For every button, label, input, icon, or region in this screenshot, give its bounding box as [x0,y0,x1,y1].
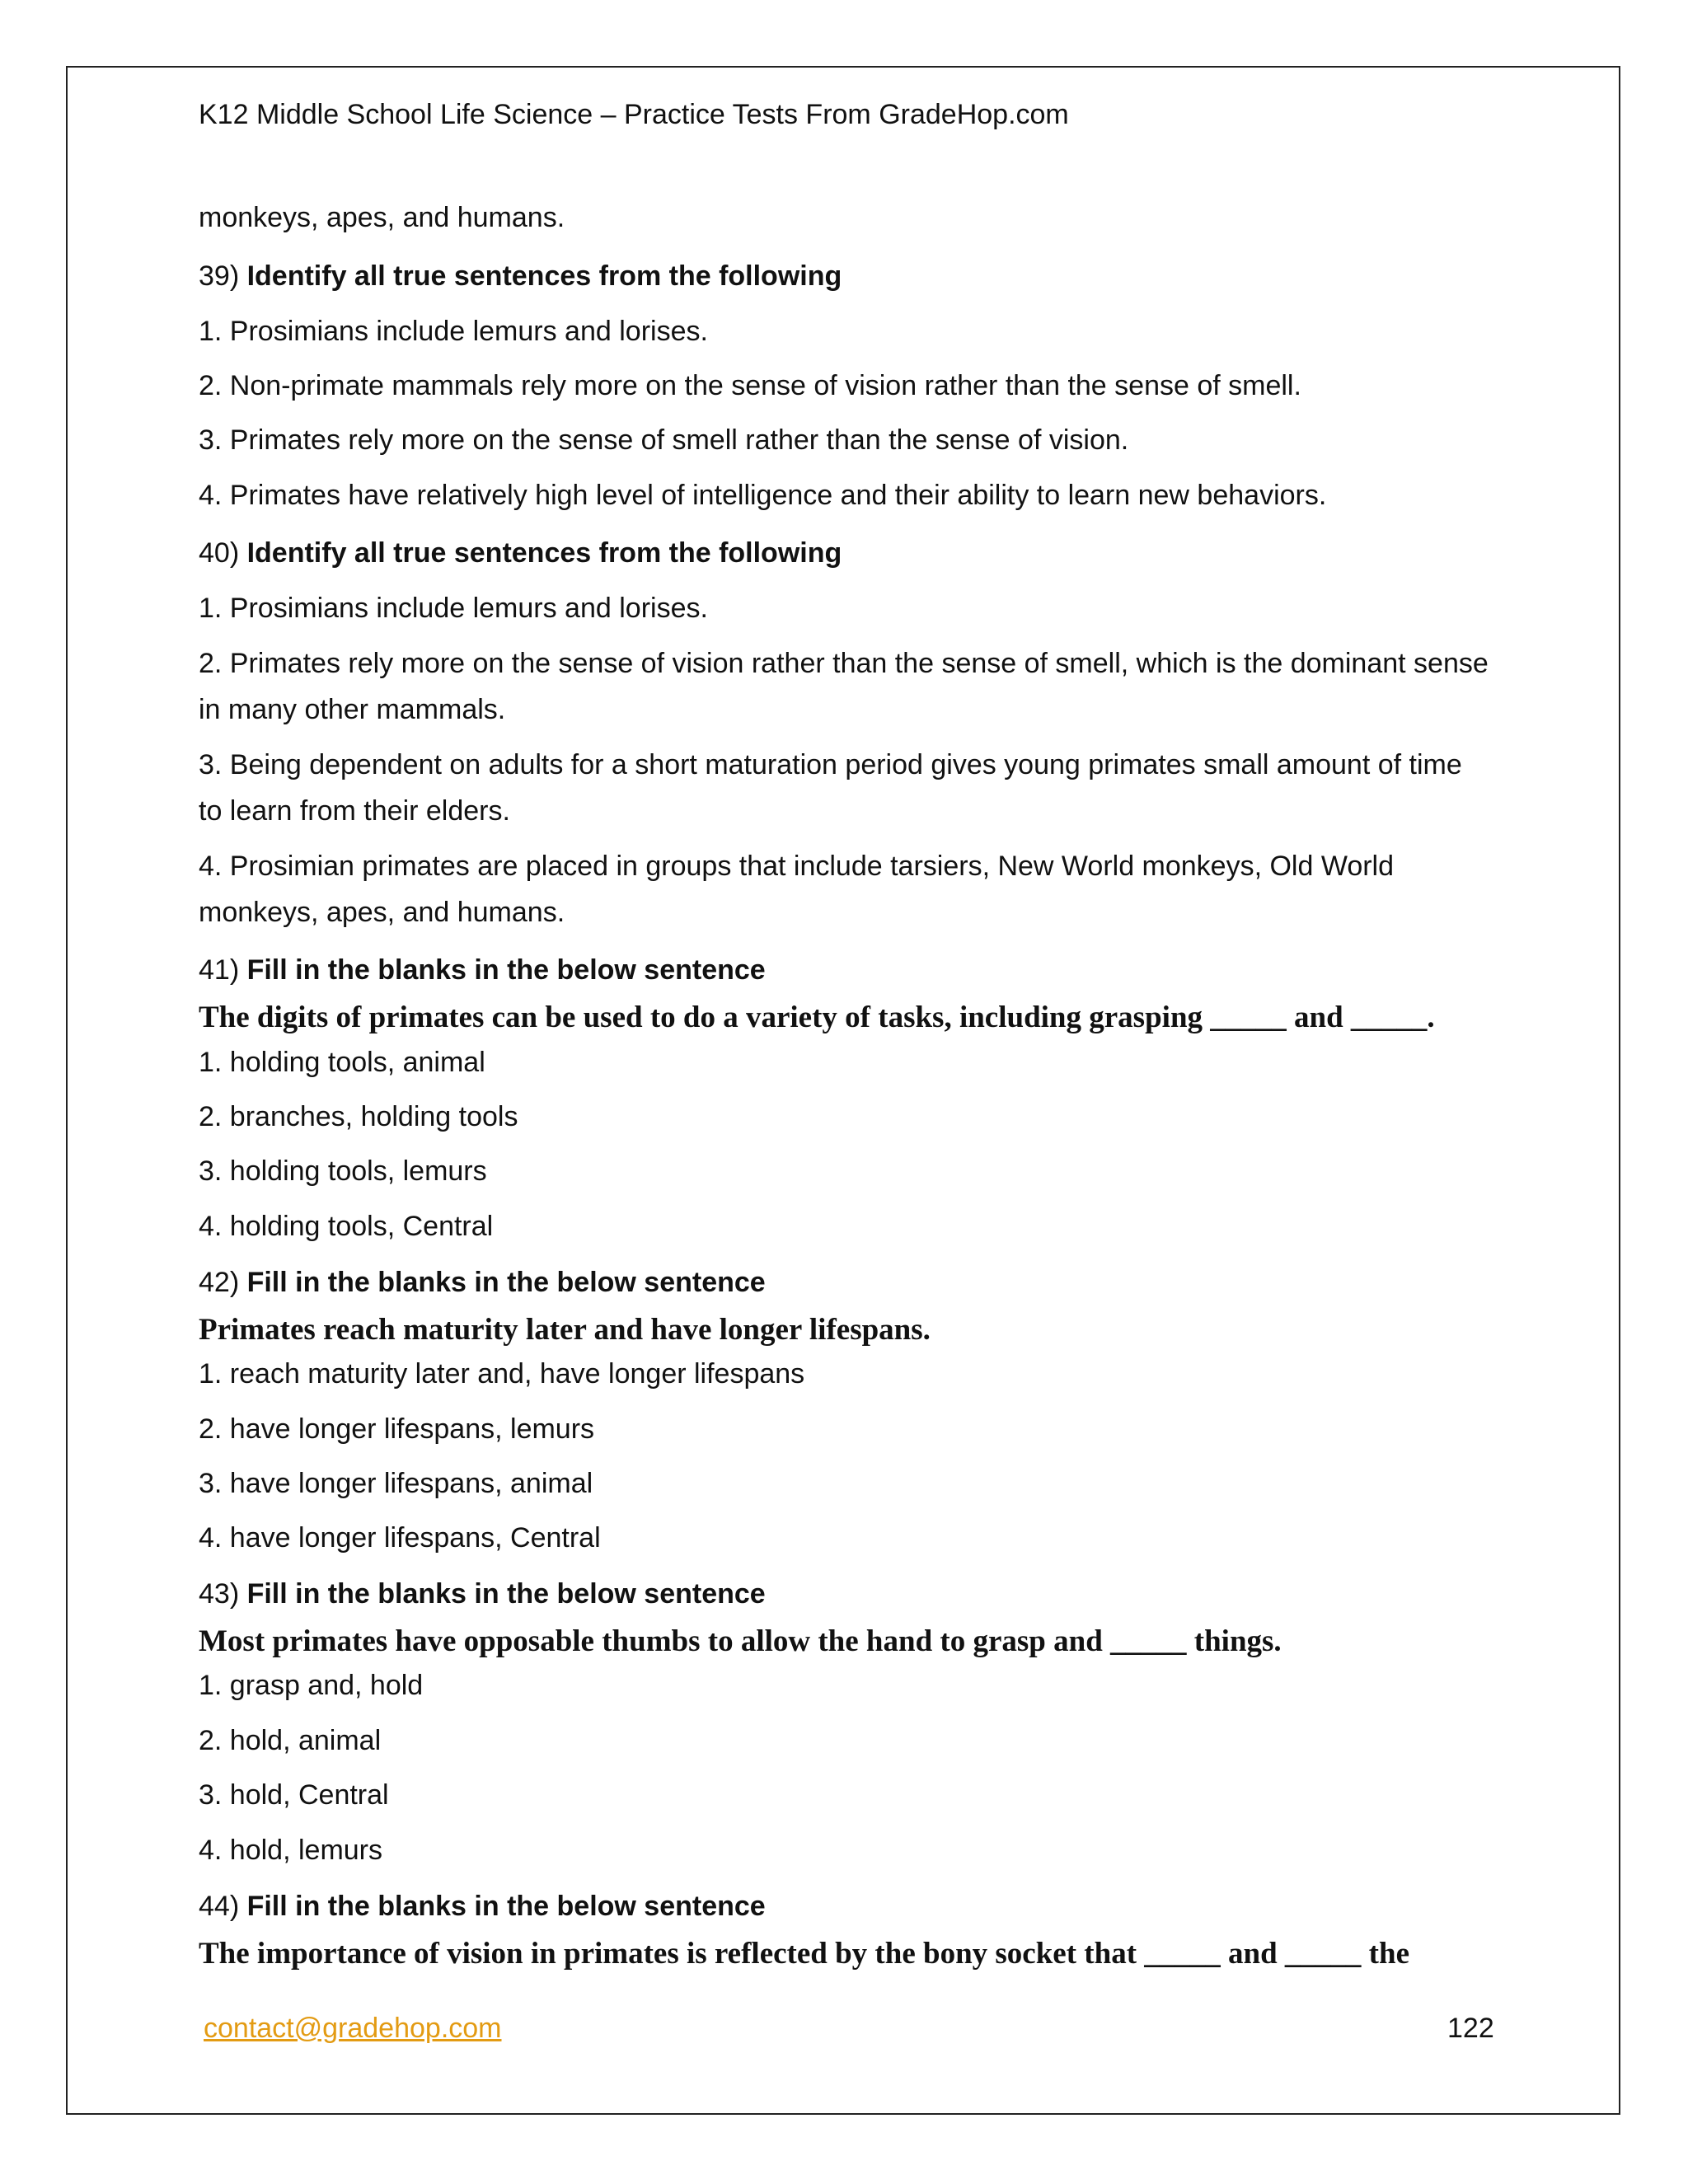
question-39-option-2: 2. Non-primate mammals rely more on the sense of vision rather than the sense of smell. [199,370,1301,401]
question-41-option-1: 1. holding tools, animal [199,1047,485,1078]
question-40-option-2-line-2: in many other mammals. [199,694,506,725]
question-43-header [199,1578,766,1610]
question-number: 40) [199,537,240,569]
question-40-option-3-line-1: 3. Being dependent on adults for a short maturation period gives young primates small amount of time [199,749,1462,780]
question-42-option-1: 1. reach maturity later and, have longer lifespans [199,1358,805,1390]
question-39-option-3: 3. Primates rely more on the sense of smell rather than the sense of vision. [199,424,1129,456]
question-42-header [199,1267,766,1299]
question-44-header [199,1891,766,1923]
question-40-option-2-line-1: 2. Primates rely more on the sense of vision rather than the sense of smell, which is the dominant sense [199,648,1489,679]
question-43-sentence: Most primates have opposable thumbs to allow the hand to grasp and _____ things. [199,1624,1282,1658]
page-header-title: K12 Middle School Life Science – Practice Tests From GradeHop.com [199,99,1069,130]
question-42-sentence: Primates reach maturity later and have longer lifespans. [199,1313,931,1347]
question-42-option-4: 4. have longer lifespans, Central [199,1522,601,1554]
question-41-option-4: 4. holding tools, Central [199,1211,494,1242]
question-number: 41) [199,954,240,986]
question-number: 42) [199,1267,240,1298]
question-prompt: Identify all true sentences from the following [246,537,842,569]
question-43-option-4: 4. hold, lemurs [199,1835,382,1866]
continuation-text: monkeys, apes, and humans. [199,202,565,233]
question-40-option-4-line-2: monkeys, apes, and humans. [199,897,565,928]
question-43-option-1: 1. grasp and, hold [199,1670,424,1701]
question-41-option-2: 2. branches, holding tools [199,1101,518,1132]
question-41-sentence: The digits of primates can be used to do a variety of tasks, including grasping _____ and _____. [199,1001,1435,1034]
contact-email-link[interactable]: contact@gradehop.com [204,2013,502,2044]
question-42-option-3: 3. have longer lifespans, animal [199,1468,593,1499]
question-41-header [199,954,766,987]
question-prompt: Fill in the blanks in the below sentence [246,1578,766,1610]
question-prompt: Fill in the blanks in the below sentence [246,954,766,986]
question-number: 43) [199,1578,240,1610]
question-40-header [199,537,842,569]
question-39-header [199,260,842,293]
question-40-option-4-line-1: 4. Prosimian primates are placed in groups that include tarsiers, New World monkeys, Old World [199,851,1395,882]
question-39-option-4: 4. Primates have relatively high level of intelligence and their ability to learn new behaviors. [199,480,1327,511]
question-43-option-2: 2. hold, animal [199,1725,382,1756]
question-number: 44) [199,1891,240,1922]
question-39-option-1: 1. Prosimians include lemurs and lorises. [199,316,708,347]
question-number: 39) [199,260,240,292]
question-44-sentence: The importance of vision in primates is reflected by the bony socket that _____ and _____ the [199,1937,1409,1971]
question-prompt: Fill in the blanks in the below sentence [246,1891,766,1922]
question-prompt: Identify all true sentences from the following [246,260,842,292]
question-43-option-3: 3. hold, Central [199,1779,389,1811]
question-prompt: Fill in the blanks in the below sentence [246,1267,766,1298]
question-42-option-2: 2. have longer lifespans, lemurs [199,1413,595,1445]
question-40-option-3-line-2: to learn from their elders. [199,795,510,827]
page-number: 122 [1447,2013,1494,2044]
question-41-option-3: 3. holding tools, lemurs [199,1155,487,1187]
question-40-option-1: 1. Prosimians include lemurs and lorises. [199,593,708,624]
